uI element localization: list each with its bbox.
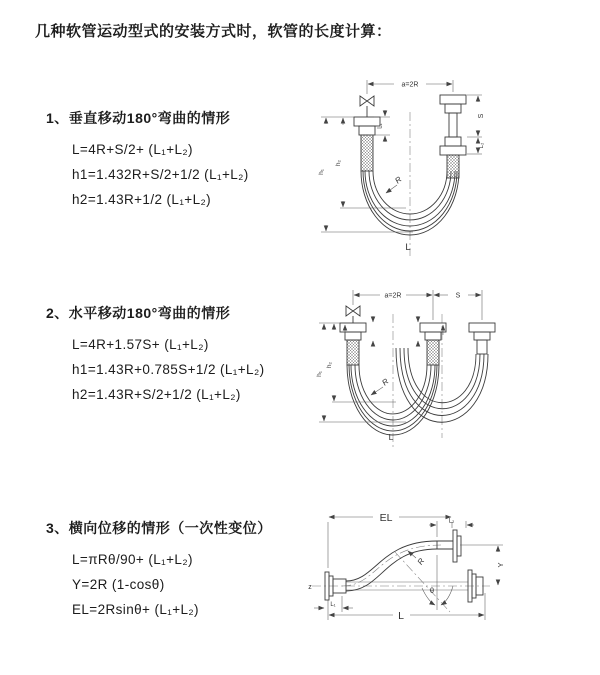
dim-label-l: L bbox=[388, 432, 394, 442]
dim-label-r: R bbox=[393, 174, 404, 186]
dim-label-h1: h₁ bbox=[318, 169, 325, 175]
diagram-horizontal-180-bend bbox=[310, 280, 590, 465]
diagram-1-svg bbox=[310, 70, 590, 265]
section-1-heading: 1、垂直移动180°弯曲的情形 bbox=[46, 110, 231, 126]
dim-label-s: S bbox=[455, 292, 461, 300]
formula-h2: h2=1.43R+1/2 (L₁+L₂) bbox=[72, 192, 212, 207]
formula-el: EL=2Rsinθ+ (L₁+L₂) bbox=[72, 602, 199, 617]
section-2-formulas bbox=[46, 332, 264, 407]
centerline bbox=[393, 314, 442, 448]
left-pipe-fitting bbox=[340, 306, 366, 365]
dim-label-h1: h₁ bbox=[316, 371, 323, 377]
dim-label-l1: L₁ bbox=[330, 602, 336, 608]
right-pipe-fitting bbox=[469, 323, 495, 354]
dim-label-r: R bbox=[415, 556, 427, 567]
dim-label-theta: θ bbox=[429, 586, 435, 595]
dim-label-r: R bbox=[380, 376, 391, 388]
dim-label-a2r: a=2R bbox=[401, 81, 419, 89]
centerline bbox=[312, 545, 490, 612]
section-2-heading: 2、水平移动180°弯曲的情形 bbox=[46, 305, 231, 321]
formula-h2: h2=1.43R+S/2+1/2 (L₁+L₂) bbox=[72, 387, 241, 402]
dim-label-y: Y bbox=[496, 562, 505, 568]
formula-length: L=4R+S/2+ (L₁+L₂) bbox=[72, 142, 193, 157]
valve-icon bbox=[346, 306, 360, 316]
section-3-formulas bbox=[46, 547, 272, 622]
dim-label-l2: L₂ bbox=[479, 142, 485, 149]
section-horizontal-movement bbox=[46, 303, 264, 407]
formula-length: L=πRθ/90+ (L₁+L₂) bbox=[72, 552, 193, 567]
upper-flange-fitting bbox=[437, 530, 461, 562]
formula-y: Y=2R (1-cosθ) bbox=[72, 577, 165, 592]
diagram-3-svg bbox=[298, 500, 598, 655]
dim-label-l1: L₁ bbox=[377, 123, 384, 129]
dim-label-l2: L₂ bbox=[448, 518, 455, 525]
angle-construction bbox=[422, 555, 453, 610]
dimension-labels bbox=[318, 82, 485, 254]
formula-h1: h1=1.432R+S/2+1/2 (L₁+L₂) bbox=[72, 167, 249, 182]
formula-length: L=4R+1.57S+ (L₁+L₂) bbox=[72, 337, 209, 352]
diagram-lateral-displacement bbox=[298, 500, 598, 655]
right-pipe-fitting bbox=[440, 95, 466, 178]
braid-section bbox=[447, 155, 459, 178]
section-3-heading: 3、横向位移的情形（一次性变位） bbox=[46, 520, 272, 536]
valve-icon bbox=[360, 96, 374, 106]
dim-label-el: EL bbox=[379, 512, 393, 524]
dim-label-l: L bbox=[398, 610, 404, 622]
diagram-vertical-180-bend bbox=[310, 70, 590, 265]
dim-label-a2r: a=2R bbox=[384, 292, 402, 300]
braid-section bbox=[347, 340, 359, 365]
dim-label-z: z bbox=[308, 584, 312, 591]
left-pipe-fitting bbox=[354, 96, 380, 171]
hose-s-curve bbox=[346, 541, 437, 591]
dim-label-l: L bbox=[405, 242, 411, 253]
formula-h1: h1=1.43R+0.785S+1/2 (L₁+L₂) bbox=[72, 362, 265, 377]
braid-section bbox=[427, 340, 439, 365]
diagram-2-svg bbox=[310, 280, 590, 465]
dimension-labels bbox=[308, 512, 505, 622]
page-title: 几种软管运动型式的安装方式时，软管的长度计算： bbox=[35, 23, 392, 40]
section-lateral-displacement bbox=[46, 518, 272, 622]
dim-label-s: S bbox=[478, 113, 485, 119]
dimension-lines bbox=[314, 517, 503, 620]
braid-section bbox=[361, 135, 373, 171]
section-1-formulas bbox=[46, 137, 249, 212]
section-vertical-movement bbox=[46, 108, 249, 212]
dim-label-h2: h₂ bbox=[335, 159, 342, 167]
dim-label-h2: h₂ bbox=[326, 361, 333, 369]
